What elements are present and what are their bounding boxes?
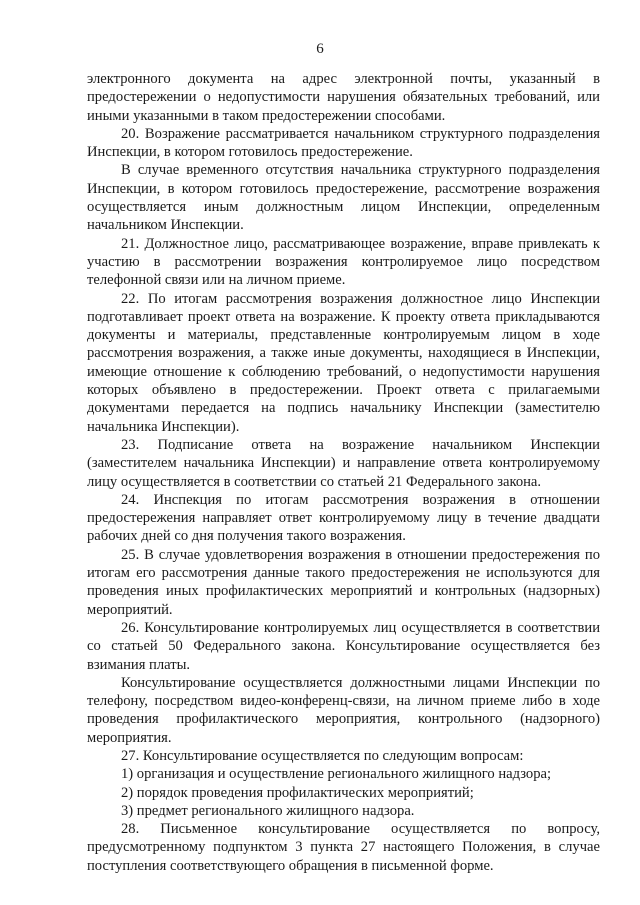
paragraph-28: 28. Письменное консультирование осуществляется по вопросу, предусмотренному подпунктом 3 пункта 27 настоящего Положения, в случае поступления соответствующего обращения в письменной форме. [87,821,600,874]
paragraph-21: 21. Должностное лицо, рассматривающее возражение, вправе привлекать к участию в рассмотрении возражения контролируемое лицо посредством телефонной связи или на личном приеме. [87,235,600,289]
paragraph-22: 22. По итогам рассмотрения возражения должностное лицо Инспекции подготавливает проект ответа на возражение. К проекту ответа прикладываются документы и материалы, представленные контролируемым лицом в ходе рассмотрения возражения, а также иные документы, находящиеся в Инспекции, имеющие отношение к соблюдению требований, о недопустимости нарушения которых объявлено в предостережении. Проект ответа с прилагаемыми документами передается на подпись начальнику Инспекции (заместителю начальника Инспекции). [87,290,600,435]
paragraph-continuation: электронного документа на адрес электронной почты, указанный в предостережении о недопустимости нарушения обязательных требований, или иными указанными в таком предостережении способами. [87,71,600,124]
list-item-27-3: 3) предмет регионального жилищного надзора. [121,802,415,819]
paragraph-27: 27. Консультирование осуществляется по следующим вопросам: [121,747,524,764]
paragraph-20: 20. Возражение рассматривается начальником структурного подразделения Инспекции, в котором готовилось предостережение. [87,125,600,161]
document-body [87,70,600,875]
paragraph-24: 24. Инспекция по итогам рассмотрения возражения в отношении предостережения направляет ответ контролируемому лицу в течение двадцати рабочих дней со дня получения такого возражения. [87,491,600,545]
paragraph-26-methods: Консультирование осуществляется должностными лицами Инспекции по телефону, посредством видео-конференц-связи, на личном приеме либо в ходе проведения профилактического мероприятия, контрольного (надзорного) мероприятия. [87,674,600,746]
list-item-27-1: 1) организация и осуществление регионального жилищного надзора; [121,766,552,783]
paragraph-26: 26. Консультирование контролируемых лиц осуществляется в соответствии со статьей 50 Федерального закона. Консультирование осуществляется без взимания платы. [87,619,600,673]
paragraph-23: 23. Подписание ответа на возражение начальником Инспекции (заместителем начальника Инспекции) и направление ответа контролируемому лицу осуществляется в соответствии со статьей 21 Федерального закона. [87,436,600,490]
list-item-27-2: 2) порядок проведения профилактических мероприятий; [121,784,474,801]
paragraph-20-absence: В случае временного отсутствия начальника структурного подразделения Инспекции, в котором готовилось предостережение, рассмотрение возражения осуществляется иным должностным лицом Инспекции, определенным начальником Инспекции. [87,162,600,234]
paragraph-25: 25. В случае удовлетворения возражения в отношении предостережения по итогам его рассмотрения данные такого предостережения не используются для проведения иных профилактических мероприятий и контрольных (надзорных) мероприятий. [87,546,600,618]
page-number: 6 [316,41,324,57]
